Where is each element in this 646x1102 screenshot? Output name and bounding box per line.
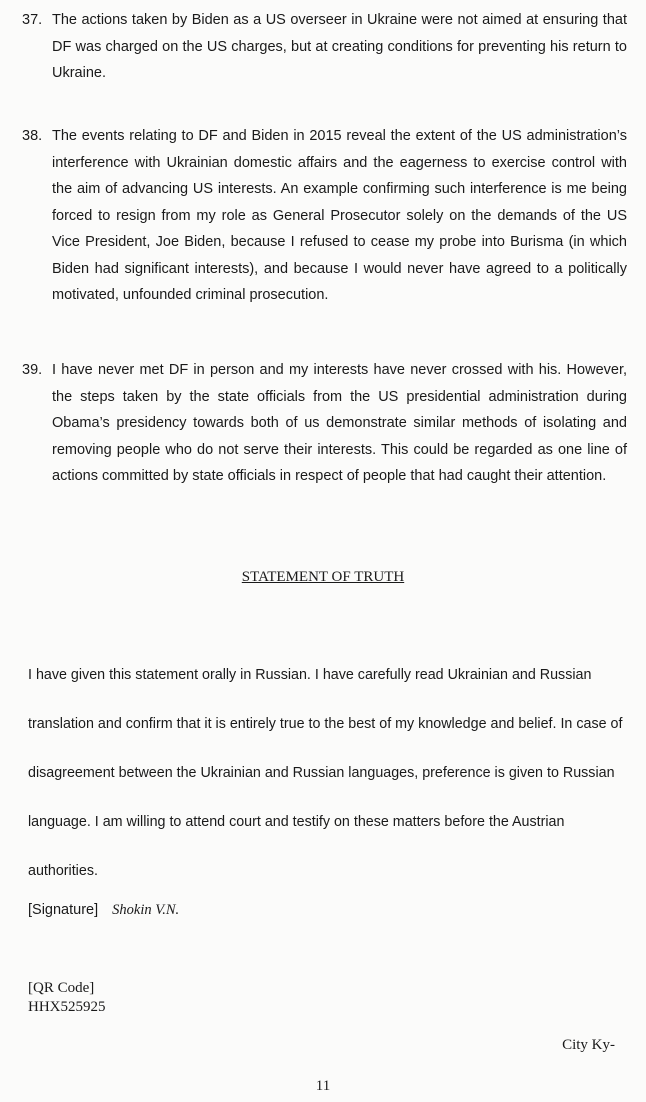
paragraph-text: The events relating to DF and Biden in 2015 reveal the extent of the US administration’s interference with Ukrainian domestic affairs and the eagerness to exercise control with the aim of advancing US interests. An example confirming such interference is me being forced to resign from my role as General Prosecutor solely on the demands of the US Vice President, Joe Biden, because I refused to cease my probe into Burisma (in which Biden had significant interests), and because I would never have agreed to a politically motivated, unfounded criminal prosecution.: [52, 128, 627, 303]
qr-label: [QR Code]: [28, 980, 95, 996]
paragraph-39: [22, 357, 627, 490]
signature-label: [Signature]: [28, 902, 99, 918]
paragraph-37: [22, 7, 627, 87]
page-number: 11: [315, 1078, 331, 1094]
statement-text: I have given this statement orally in Russian. I have carefully read Ukrainian and Russian translation and confirm that it is entirely true to the best of my knowledge and belief. In case of disagreement between the Ukrainian and Russian languages, preference is given to Russian language. I am willing to attend court and testify on these matters before the Austrian authorities.: [28, 667, 623, 879]
statement-heading-container: [0, 569, 646, 586]
paragraph-number: 37.: [22, 12, 43, 28]
statement-heading: STATEMENT OF TRUTH: [241, 569, 405, 585]
signature-line: [28, 902, 179, 919]
qr-block: [28, 979, 106, 1017]
signature-name: Shokin V.N.: [112, 902, 180, 918]
paragraph-text: I have never met DF in person and my interests have never crossed with his. However, the steps taken by the state officials from the US presidential administration during Obama’s presidency towards both of us demonstrate similar methods of isolating and removing people who do not serve their interests. This could be regarded as one line of actions committed by state officials in respect of people that had caught their attention.: [52, 362, 627, 484]
paragraph-number: 38.: [22, 128, 43, 144]
paragraph-text: The actions taken by Biden as a US overseer in Ukraine were not aimed at ensuring that DF was charged on the US charges, but at creating conditions for preventing his return to Ukraine.: [52, 12, 627, 81]
paragraph-38: [22, 123, 627, 309]
city-text: City Ky-: [562, 1037, 615, 1053]
qr-code-value: HHX525925: [28, 999, 106, 1015]
paragraph-number: 39.: [22, 362, 43, 378]
